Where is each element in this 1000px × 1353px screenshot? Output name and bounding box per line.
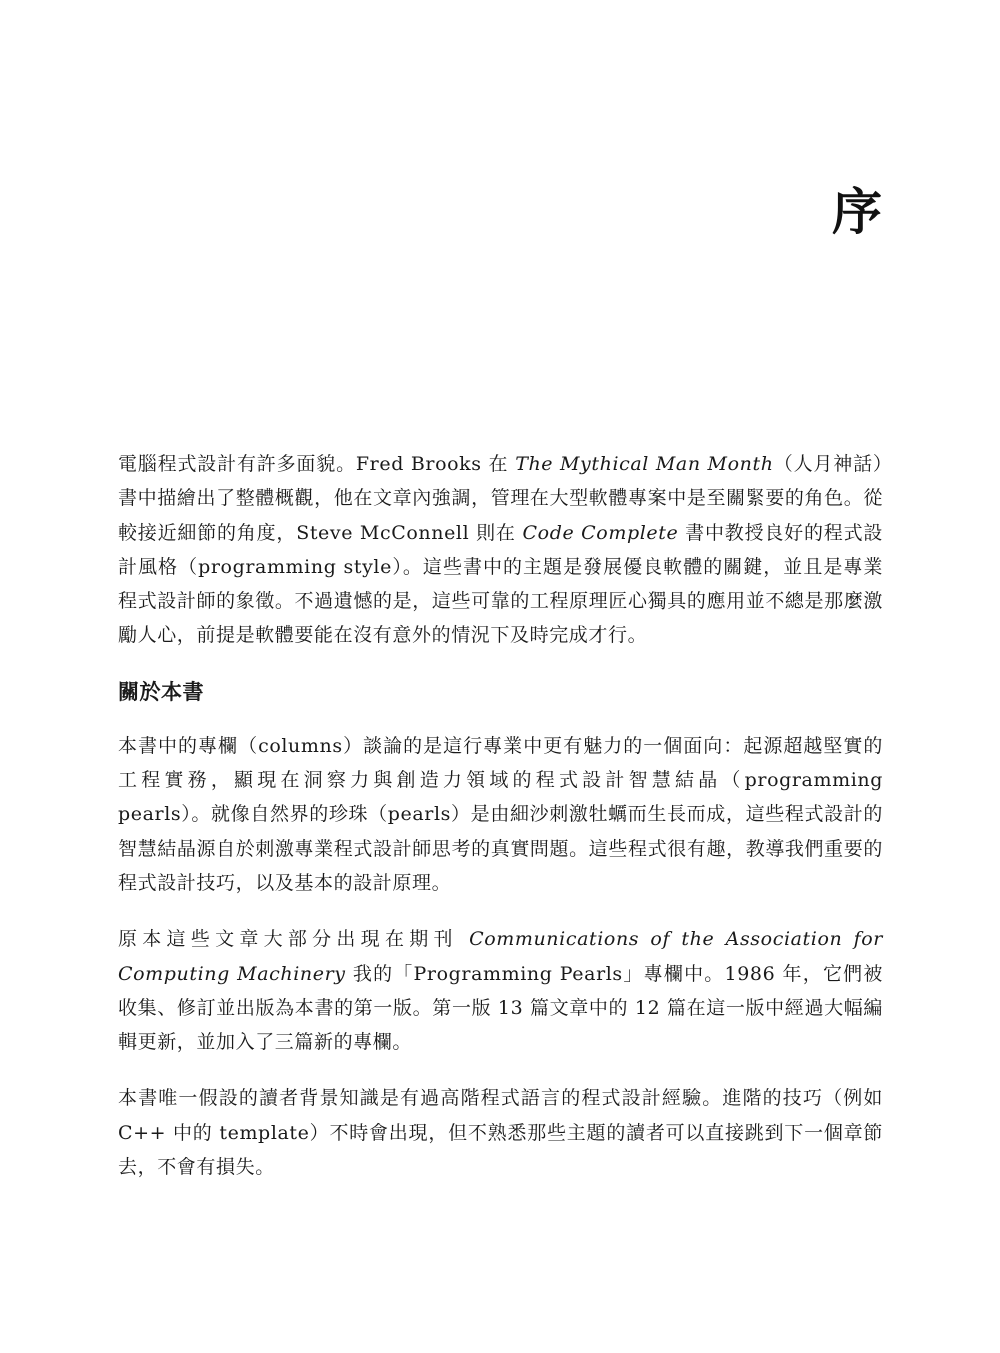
paragraph-intro-part-1: 電腦程式設計有許多面貌。Fred Brooks 在 [118,453,516,475]
paragraph-origin [118,922,883,1059]
paragraph-origin-part-2: 我的「Programming Pearls」專欄中。1986 年，它們被收集、修訂並出版為本書的第一版。第一版 13 篇文章中的 12 篇在這一版中經過大幅編輯更新，並加入了三篇新的專欄。 [118,962,883,1054]
paragraph-prerequisites: 本書唯一假設的讀者背景知識是有過高階程式語言的程式設計經驗。進階的技巧（例如 C++ 中的 template）不時會出現，但不熟悉那些主題的讀者可以直接跳到下一個章節去，不會有損失。 [118,1087,883,1179]
paragraph-intro-part-2: （人月神話）書中描繪出了整體概觀，他在文章內強調，管理在大型軟體專案中是至關緊要的角色。從較接近細節的角度，Steve McConnell 則在 [118,453,883,544]
page-body [118,447,883,1206]
paragraph-columns: 本書中的專欄（columns）談論的是這行專業中更有魅力的一個面向：起源超越堅實的工程實務，顯現在洞察力與創造力領域的程式設計智慧結晶（programming pearls）。就像自然界的珍珠（pearls）是由細沙刺激牡蠣而生長而成，這些程式設計的智慧結晶源自於刺激專業程式設計師思考的真實問題。這些程式很有趣，教導我們重要的程式設計技巧，以及基本的設計原理。 [118,734,883,894]
journal-title: Communications of the Association for Computing Machinery [118,928,883,985]
book-title-mythical-man-month: The Mythical Man Month [515,453,774,475]
paragraph-origin-part-1: 原本這些文章大部分出現在期刊 [118,928,470,951]
book-title-code-complete: Code Complete [522,521,679,544]
paragraph-intro-part-3: 書中教授良好的程式設計風格（programming style）。這些書中的主題是發展優良軟體的關鍵，並且是專業程式設計師的象徵。不過遺憾的是，這些可靠的工程原理匠心獨具的應用並不總是那麼激勵人心，前提是軟體要能在沒有意外的情況下及時完成才行。 [118,521,883,647]
paragraph-intro [118,447,883,653]
section-heading-about-book: 關於本書 [118,679,204,704]
chapter-title: 序 [832,183,882,241]
